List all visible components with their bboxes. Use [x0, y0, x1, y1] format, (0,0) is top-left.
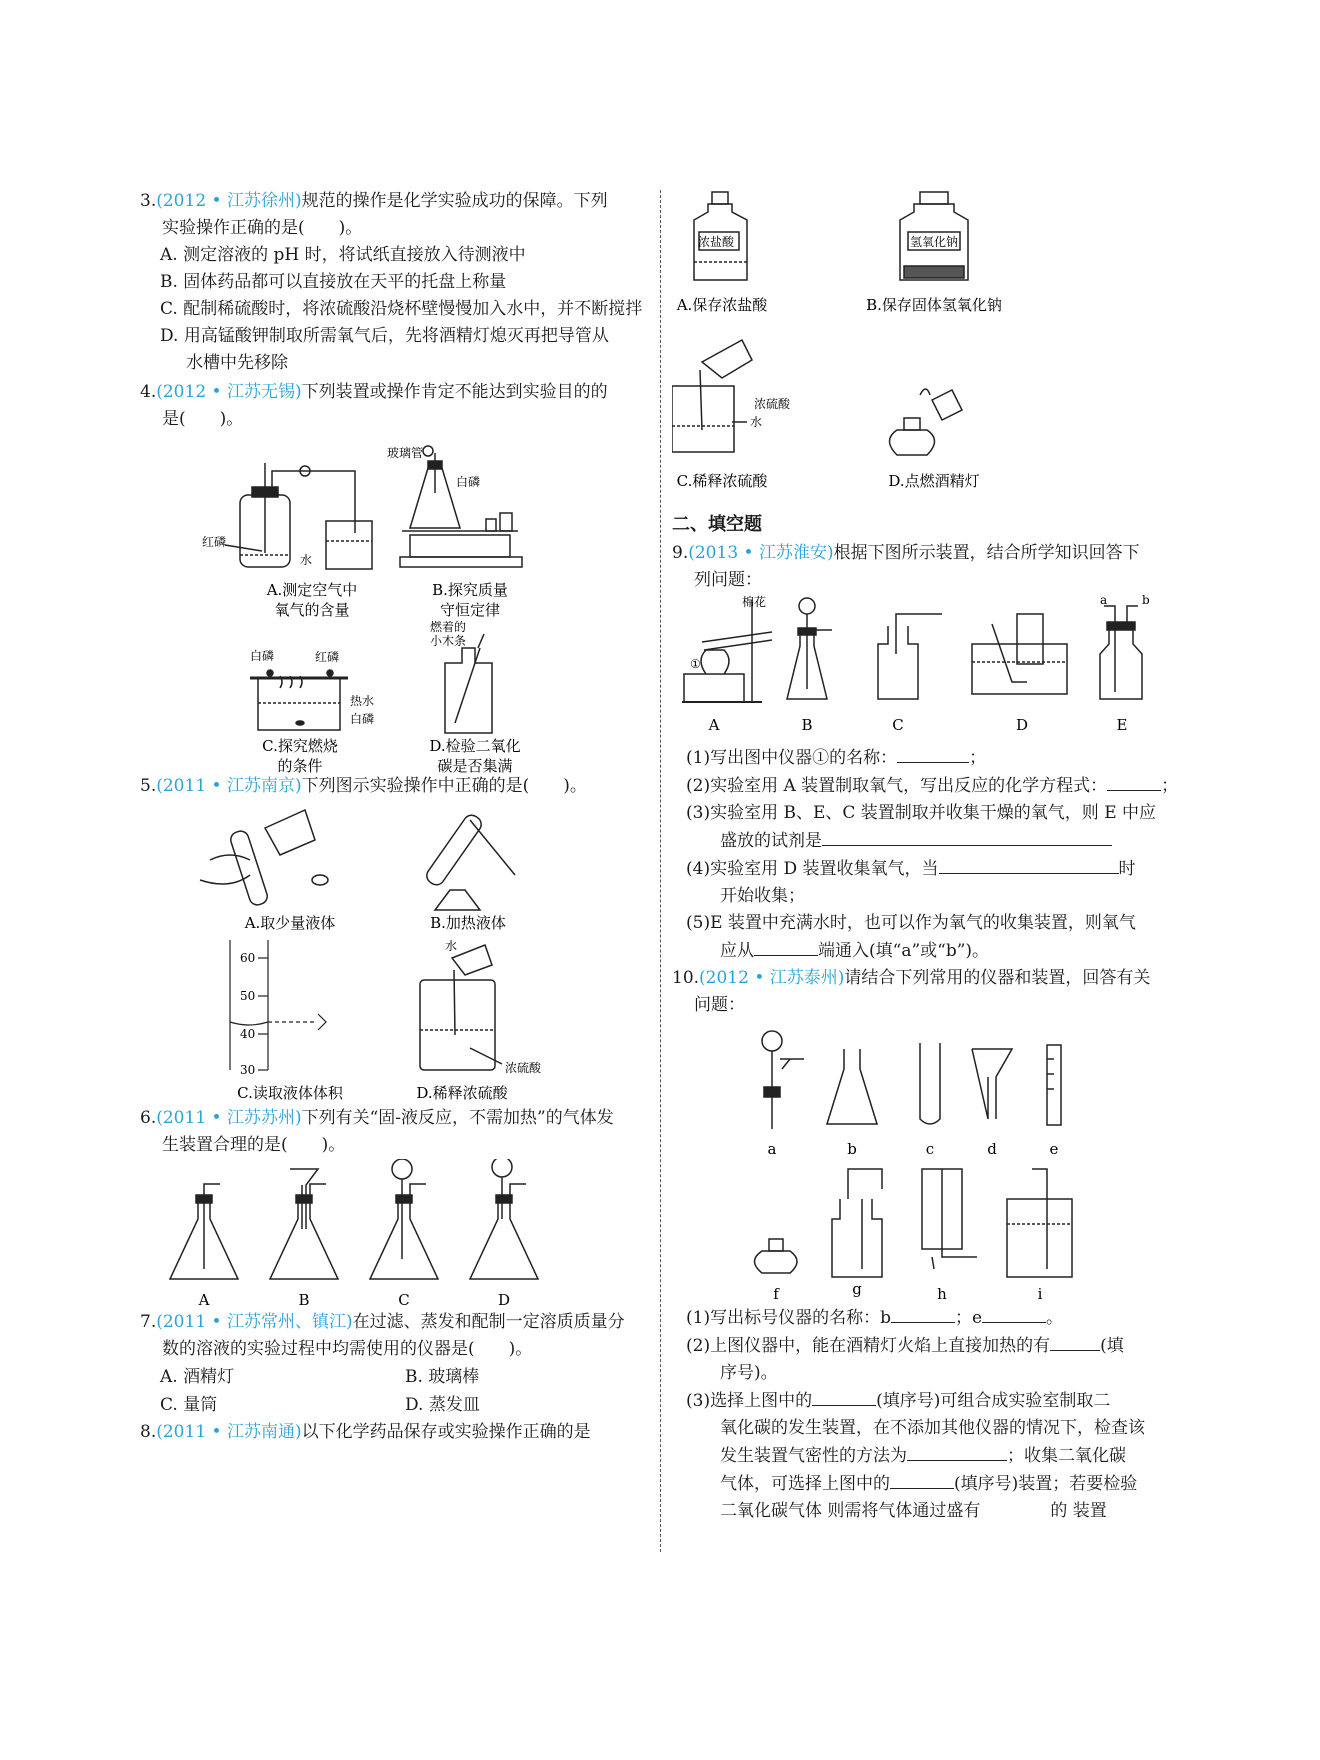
- svg-text:B.保存固体氢氧化钠: B.保存固体氢氧化钠: [866, 296, 1002, 314]
- apparatus-c: [878, 614, 942, 699]
- svg-text:水: 水: [445, 939, 458, 953]
- q4-figure: [140, 433, 650, 773]
- svg-text:E: E: [1116, 716, 1128, 734]
- answer-blank[interactable]: [754, 937, 818, 956]
- q9-figure: [672, 594, 1187, 744]
- source-tag: (2012 • 江苏徐州): [156, 191, 302, 211]
- svg-text:30: 30: [240, 1063, 256, 1077]
- svg-text:C.稀释浓硫酸: C.稀释浓硫酸: [676, 472, 768, 490]
- svg-text:d: d: [987, 1140, 997, 1158]
- option-a: A. 测定溶液的 pH 时，将试纸直接放入待测液中: [160, 245, 526, 265]
- answer-blank[interactable]: [812, 1387, 876, 1406]
- instrument-d: [972, 1049, 1012, 1119]
- svg-text:C.读取液体体积: C.读取液体体积: [237, 1084, 343, 1102]
- apparatus-d: [420, 945, 502, 1070]
- section-title-fill-in: 二、填空题: [672, 514, 762, 535]
- question-3: 3.(2012 • 江苏徐州)规范的操作是化学实验成功的保障。下列 实验操作正确的是( )。 A. 测定溶液的 pH 时，将试纸直接放入待测液中 B. 固体药品都可以直接放在天平的托盘上称量 C. 配制稀硫酸时，将浓硫酸沿烧杯壁慢慢加入水中，并不断搅拌 D. 用高锰酸钾制取所需氧气后，先将酒精灯熄灭再把导管从 水槽中先移除: [140, 188, 650, 377]
- source-tag: (2012 • 江苏泰州): [699, 968, 845, 988]
- svg-text:D.检验二氧化: D.检验二氧化: [429, 737, 521, 755]
- answer-blank[interactable]: [890, 1470, 954, 1489]
- svg-text:氢氧化钠: 氢氧化钠: [910, 235, 959, 249]
- svg-text:棉花: 棉花: [742, 595, 767, 609]
- svg-text:A.取少量液体: A.取少量液体: [244, 914, 336, 932]
- svg-text:白磷: 白磷: [350, 712, 375, 726]
- svg-text:b: b: [847, 1140, 857, 1158]
- svg-text:D.点燃酒精灯: D.点燃酒精灯: [888, 472, 980, 490]
- answer-blank[interactable]: [1107, 772, 1161, 791]
- column-divider: [660, 190, 661, 1552]
- instrument-a: [762, 1031, 804, 1129]
- flask-c: [370, 1159, 438, 1279]
- svg-text:水: 水: [750, 415, 763, 429]
- svg-text:①: ①: [690, 657, 701, 671]
- svg-text:红磷: 红磷: [315, 650, 340, 664]
- apparatus-d: [445, 634, 492, 733]
- svg-text:C: C: [398, 1291, 410, 1309]
- svg-text:D: D: [1015, 716, 1029, 734]
- answer-blank[interactable]: [822, 827, 1112, 846]
- source-tag: (2011 • 江苏常州、镇江): [156, 1312, 353, 1332]
- svg-text:浓硫酸: 浓硫酸: [505, 1061, 542, 1075]
- apparatus-a: [682, 600, 772, 702]
- q5-figure: [140, 800, 650, 1105]
- flask-a: [170, 1184, 238, 1279]
- answer-blank[interactable]: [982, 1304, 1046, 1323]
- option-c: C. 量筒: [160, 1395, 218, 1415]
- svg-text:a: a: [767, 1140, 777, 1158]
- question-10: 10.(2012 • 江苏泰州)请结合下列常用的仪器和装置，回答有关 问题： a b c d e f g h i (1)写出标号仪器的名称：b ；e 。 (2)上图仪器中，能在酒精灯火焰上直接加热的有 (填 序号)。 (3)选择上图中的 (填序号)可组合成实验室制取二 氧化碳的发生装置，在不添加其他仪器的情况下，检查该 发生装置气密性的方法为 ；收集二氧化碳 气体，可选择上图中的 (填序号)装置；若要检验 二氧化碳气体 则需将气体通过盛有 的 装置: [672, 965, 1187, 1525]
- svg-text:D: D: [497, 1291, 511, 1309]
- svg-text:白磷: 白磷: [456, 475, 481, 489]
- svg-text:g: g: [852, 1280, 862, 1298]
- svg-text:白磷: 白磷: [250, 649, 275, 663]
- source-tag: (2011 • 江苏南京): [156, 776, 302, 796]
- apparatus-c: [250, 670, 348, 730]
- svg-text:c: c: [925, 1140, 935, 1158]
- flask-d: [470, 1159, 538, 1279]
- svg-text:燃着的: 燃着的: [430, 620, 467, 634]
- svg-text:氧气的含量: 氧气的含量: [274, 601, 350, 619]
- svg-text:B.加热液体: B.加热液体: [430, 914, 506, 932]
- right-column: [672, 190, 1187, 1525]
- svg-text:50: 50: [240, 989, 256, 1003]
- question-8: 8.(2011 • 江苏南通)以下化学药品保存或实验操作正确的是: [140, 1422, 591, 1442]
- answer-blank[interactable]: [891, 1304, 955, 1323]
- option-d: D. 用高锰酸钾制取所需氧气后，先将酒精灯熄灭再把导管从: [160, 326, 609, 346]
- dilute-acid-c: [672, 340, 752, 452]
- source-tag: (2011 • 江苏南通): [156, 1422, 302, 1442]
- question-7: 7.(2011 • 江苏常州、镇江)在过滤、蒸发和配制一定溶质质量分 数的溶液的实验过程中均需使用的仪器是( )。 A. 酒精灯 B. 玻璃棒 C. 量筒 D. 蒸发皿: [140, 1309, 650, 1419]
- svg-text:h: h: [937, 1285, 947, 1303]
- svg-text:守恒定律: 守恒定律: [439, 601, 501, 619]
- svg-text:红磷: 红磷: [202, 535, 227, 549]
- apparatus-d: [972, 614, 1067, 694]
- svg-text:的条件: 的条件: [277, 757, 323, 773]
- answer-blank[interactable]: [897, 744, 969, 763]
- svg-text:A.保存浓盐酸: A.保存浓盐酸: [676, 296, 768, 314]
- option-a: A. 酒精灯: [160, 1367, 235, 1387]
- instrument-h: [922, 1169, 977, 1269]
- question-9: 9.(2013 • 江苏淮安)根据下图所示装置，结合所学知识回答下 列问题： 棉花 ① a b A B C D E (1)写出图中仪器①的名称： ； (2)实验室用 A 装置制取氧气，写出反应的化学方程式： ； (3)实验室用 B、E、C 装置制取并收集干燥的氧气，则 E 中应 盛放的试剂是 (4)实验室用 D 装置收集氧气，当 时 开始收集； (5)E 装置中充满水时，也可以作为氧气的收集装置，则氧气 应从 端通入(填“a”或“b”)。: [672, 540, 1187, 965]
- svg-text:A: A: [708, 716, 720, 734]
- svg-text:C: C: [892, 716, 904, 734]
- option-d: D. 蒸发皿: [405, 1395, 480, 1415]
- svg-text:b: b: [1142, 594, 1150, 607]
- q10-figure: [672, 1019, 1187, 1304]
- apparatus-e: [1100, 606, 1142, 699]
- q6-figure: [140, 1159, 650, 1309]
- svg-text:f: f: [773, 1285, 779, 1303]
- option-b: B. 玻璃棒: [405, 1367, 480, 1387]
- svg-text:C.探究燃烧: C.探究燃烧: [262, 737, 338, 755]
- svg-text:水: 水: [300, 553, 313, 567]
- svg-text:碳是否集满: 碳是否集满: [437, 757, 513, 773]
- instrument-b: [827, 1049, 877, 1124]
- question-4: 4.(2012 • 江苏无锡)下列装置或操作肯定不能达到实验目的的 是( )。 红磷 水 A.测定空气中 氧气的含量 玻璃管 白磷 B.探究质量 守恒定律 白磷 红磷 热水 白磷 C.探究燃烧 的条件 燃着的 小木条 D.检验二氧化 碳是否集满: [140, 379, 650, 773]
- svg-text:A.测定空气中: A.测定空气中: [266, 581, 358, 599]
- instrument-i: [1007, 1169, 1072, 1277]
- apparatus-a: [225, 463, 372, 569]
- instrument-e: [1047, 1045, 1061, 1125]
- svg-text:60: 60: [240, 951, 256, 965]
- svg-text:浓盐酸: 浓盐酸: [698, 235, 735, 249]
- svg-text:玻璃管: 玻璃管: [387, 446, 424, 460]
- source-tag: (2012 • 江苏无锡): [156, 382, 302, 402]
- instrument-g: [832, 1169, 882, 1277]
- svg-text:a: a: [1100, 594, 1108, 607]
- alcohol-lamp-d: [890, 389, 963, 455]
- svg-text:B: B: [298, 1291, 310, 1309]
- svg-text:小木条: 小木条: [430, 634, 467, 648]
- option-c: C. 配制稀硫酸时，将浓硫酸沿烧杯壁慢慢加入水中，并不断搅拌: [160, 299, 643, 319]
- flask-b: [270, 1169, 338, 1279]
- answer-blank[interactable]: [939, 855, 1119, 874]
- apparatus-b: [424, 812, 515, 910]
- svg-text:热水: 热水: [350, 694, 375, 708]
- svg-text:D.稀释浓硫酸: D.稀释浓硫酸: [416, 1084, 508, 1102]
- svg-text:e: e: [1049, 1140, 1059, 1158]
- instrument-f: [755, 1239, 798, 1273]
- left-column: [140, 188, 650, 1446]
- source-tag: (2011 • 江苏苏州): [156, 1108, 302, 1128]
- apparatus-b: [400, 446, 522, 567]
- svg-text:i: i: [1037, 1285, 1043, 1303]
- answer-blank[interactable]: [1050, 1332, 1100, 1351]
- svg-text:B: B: [801, 716, 813, 734]
- svg-text:B.探究质量: B.探究质量: [432, 581, 508, 599]
- q8-figure: [672, 190, 1187, 510]
- svg-text:浓硫酸: 浓硫酸: [754, 397, 791, 411]
- svg-text:A: A: [198, 1291, 210, 1309]
- question-5: 5.(2011 • 江苏南京)下列图示实验操作中正确的是( )。 A.取少量液体 B.加热液体 60 50 40 30 C.读取液体体积 水 浓硫酸 D.稀释浓硫酸: [140, 773, 650, 1105]
- question-6: 6.(2011 • 江苏苏州)下列有关“固-液反应，不需加热”的气体发 生装置合理的是( )。 A B C D: [140, 1105, 650, 1309]
- apparatus-b: [787, 598, 832, 699]
- source-tag: (2013 • 江苏淮安): [688, 543, 834, 563]
- answer-blank[interactable]: [907, 1442, 1007, 1461]
- option-b: B. 固体药品都可以直接放在天平的托盘上称量: [160, 272, 507, 292]
- instrument-c: [920, 1043, 940, 1124]
- svg-text:40: 40: [240, 1027, 256, 1041]
- apparatus-a: [200, 810, 328, 907]
